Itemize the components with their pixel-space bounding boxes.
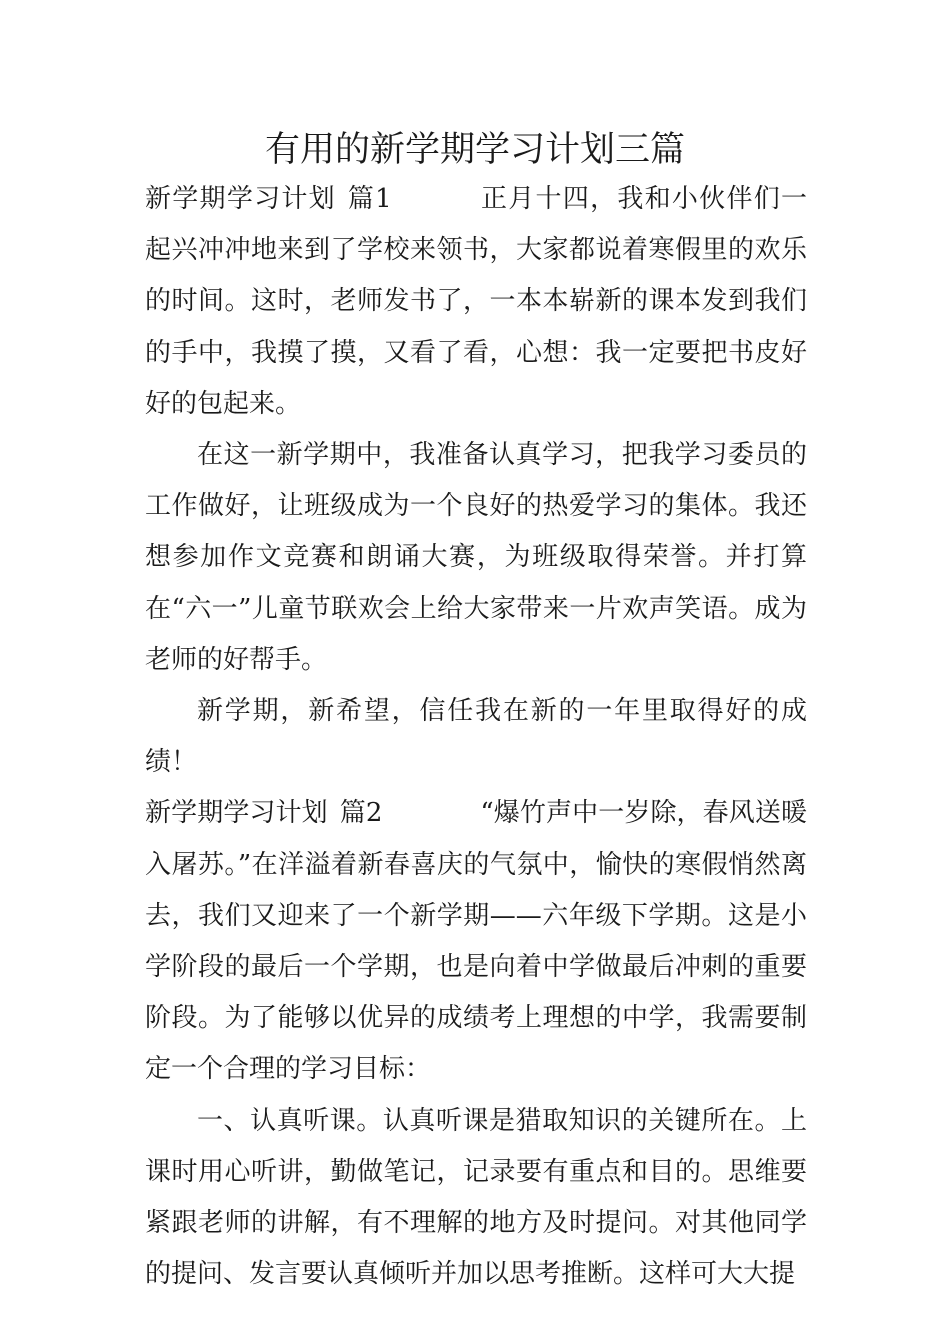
section-1-paragraph-1: 正月十四，我和小伙伴们一起兴冲冲地来到了学校来领书，大家都说着寒假里的欢乐的时间。这时，老师发书了，一本本崭新的课本发到我们的手中，我摸了摸，又看了看，心想：我一定要把书皮好好的包起来。 — [145, 184, 807, 419]
section-2-paragraph-1: “爆竹声中一岁除，春风送暖入屠苏。”在洋溢着新春喜庆的气氛中，愉快的寒假悄然离去，我们又迎来了一个新学期——六年级下学期。这是小学阶段的最后一个学期，也是向着中学做最后冲刺的重要阶段。为了能够以优异的成绩考上理想的中学，我需要制定一个合理的学习目标： — [145, 798, 807, 1085]
section-1-paragraph-2: 在这一新学期中，我准备认真学习，把我学习委员的工作做好，让班级成为一个良好的热爱学习的集体。我还想参加作文竞赛和朗诵大赛，为班级取得荣誉。并打算在“六一”儿童节联欢会上给大家带来一片欢声笑语。成为老师的好帮手。 — [145, 440, 807, 675]
section-2-number: 篇2 — [339, 798, 383, 829]
section-2-first-paragraph — [145, 788, 807, 1095]
section-1-number: 篇1 — [347, 184, 392, 214]
section-1-paragraph-3: 新学期，新希望，信任我在新的一年里取得好的成绩！ — [145, 696, 807, 778]
section-1-heading: 新学期学习计划 — [145, 184, 336, 214]
section-2-heading: 新学期学习计划 — [145, 798, 328, 829]
section-1-first-paragraph — [145, 174, 807, 430]
document-body — [145, 174, 807, 1300]
section-2-paragraph-2: 一、认真听课。认真听课是猎取知识的关键所在。上课时用心听讲，勤做笔记，记录要有重点和目的。思维要紧跟老师的讲解，有不理解的地方及时提问。对其他同学的提问、发言要认真倾听并加以思考推断。这样可大大提 — [145, 1105, 807, 1290]
document-title: 有用的新学期学习计划三篇 — [264, 130, 685, 170]
